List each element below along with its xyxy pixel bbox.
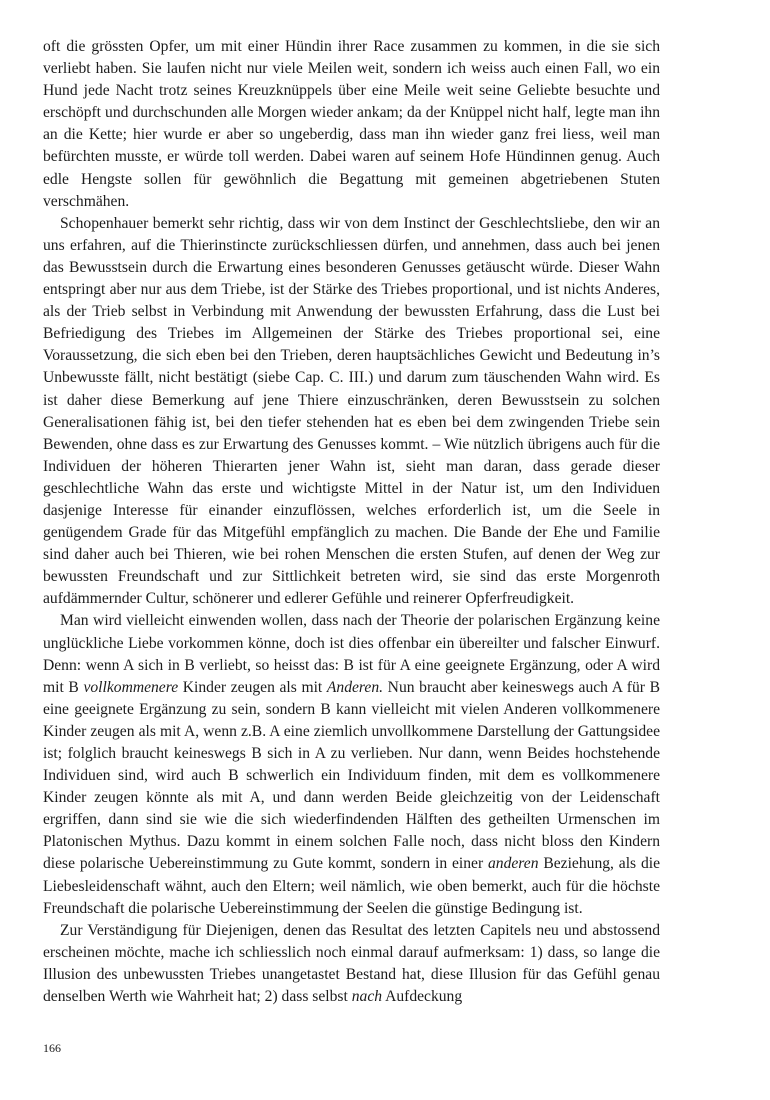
text-run: Man wird vielleicht einwenden wollen, dass nach der Theorie der polarischen Ergänzung keine unglückliche Liebe vorkommen könne, doch ist dies offenbar ein übereilter und falscher Einwurf. Denn: wenn A sich in B verliebt, so heisst das: B ist für A eine geeignete Ergänzung, oder A wird mit B: [43, 612, 660, 696]
italic-run: Anderen.: [326, 678, 384, 696]
italic-run: anderen: [487, 855, 539, 873]
page-number: 166: [43, 1041, 61, 1055]
text-run: Schopenhauer bemerkt sehr richtig, dass wir von dem Instinct der Geschlechtsliebe, den wir an uns erfahren, auf die Thierinstincte zurückschliessen dürfen, und annehmen, dass auch bei jenen das Bewusstsein durch die Erwartung eines besonderen Genusses getäuscht würde. Dieser Wahn entspringt aber nur aus dem Triebe, ist der Stärke des Triebes proportional, und ist nichts Anderes, als der Trieb selbst in Verbindung mit Anwendung der bewussten Erfahrung, dass die Lust bei Befriedigung des Triebes im Allgemeinen der Stärke des Triebes proportional sei, eine Voraussetzung, die sich eben bei den Trieben, deren hauptsächliches Gewicht und Bedeutung in’s Unbewusste fällt, nicht bestätigt (siebe Cap. C. III.) und darum zum täuschenden Wahn wird. Es ist daher diese Bemerkung auf jene Thiere einzuschränken, deren Bewusstsein zu solchen Generalisationen fähig ist, bei den tiefer stehenden hat es eben bei dem zwingenden Triebe sein Bewenden, ohne dass es zur Erwartung des Genusses kommt. – Wie nützlich übrigens auch für die Individuen der höheren Thierarten jener Wahn ist, sieht man daran, dass gerade dieser geschlechtliche Wahn das erste und wichtigste Mittel in der Natur ist, um den Individuen dasjenige Interesse für einander einzuflössen, welches erforderlich ist, um die Seele in genügendem Grade für das Mitgefühl empfänglich zu machen. Die Bande der Ehe und Familie sind daher auch bei Thieren, wie bei rohen Menschen die ersten Stufen, auf denen der Weg zur bewussten Freundschaft und zur Sittlichkeit betreten wird, sie sind das erste Morgenroth aufdämmernder Cultur, schönerer und edlerer Gefühle und reinerer Opferfreudigkeit.: [43, 214, 660, 608]
text-run: Beziehung, als die Liebesleidenschaft wähnt, auch den Eltern; weil nämlich, wie oben bemerkt, auch für die höchste Freundschaft die polarische Uebereinstimmung der Seelen die günstige Bedingung ist.: [43, 855, 660, 917]
italic-run: vollkommenere: [83, 678, 179, 696]
text-run: oft die grössten Opfer, um mit einer Hündin ihrer Race zusammen zu kommen, in die sie sich verliebt haben. Sie laufen nicht nur viele Meilen weit, sondern ich weiss auch einen Fall, wo ein Hund jede Nacht trotz seines Kreuzknüppels über eine Meile weit seine Geliebte besuchte und erschöpft und durchschunden alle Morgen wieder ankam; da der Knüppel nicht half, legte man ihn an die Kette; hier wurde er aber so ungeberdig, dass man ihn wieder ganz frei liess, weil man befürchten musste, er würde toll werden. Dabei waren auf seinem Hofe Hündinnen genug. Auch edle Hengste sollen für gewöhnlich die Begattung mit gemeinen abgetriebenen Stuten verschmähen.: [43, 38, 660, 210]
paragraph: [43, 36, 660, 213]
body-text: [43, 36, 660, 1008]
italic-run: nach: [351, 988, 383, 1006]
text-run: Aufdeckung: [382, 988, 463, 1006]
text-run: Nun braucht aber keineswegs auch A für B eine geeignete Ergänzung zu sein, sondern B kann vielleicht mit vielen Anderen vollkommenere Kinder zeugen als mit A, wenn z.B. A eine ziemlich unvollkommene Darstellung der Gattungsidee ist; folglich braucht keineswegs B sich in A zu verlieben. Nur dann, wenn Beides hochstehende Individuen sind, wird auch B schwerlich ein Individuum finden, mit dem es vollkommenere Kinder zeugen könnte als mit A, und dann werden Beide gleichzeitig von der Leidenschaft ergriffen, dann sind sie wie die sich wiederfindenden Hälften des getheilten Urmenschen im Platonischen Mythus. Dazu kommt in einem solchen Falle noch, dass nicht bloss den Kindern diese polarische Uebereinstimmung zu Gute kommt, sondern in einer: [43, 678, 660, 873]
paragraph: [43, 610, 660, 919]
text-run: Kinder zeugen als mit: [178, 678, 327, 696]
paragraph: [43, 213, 660, 611]
text-run: Zur Verständigung für Diejenigen, denen das Resultat des letzten Capitels neu und abstossend erscheinen möchte, mache ich schliesslich noch einmal darauf aufmerksam: 1) dass, so lange die Illusion des unbewussten Triebes unangetastet Bestand hat, diese Illusion für das Gefühl genau denselben Werth wie Wahrheit hat; 2) dass selbst: [43, 921, 660, 1006]
paragraph: [43, 920, 660, 1008]
